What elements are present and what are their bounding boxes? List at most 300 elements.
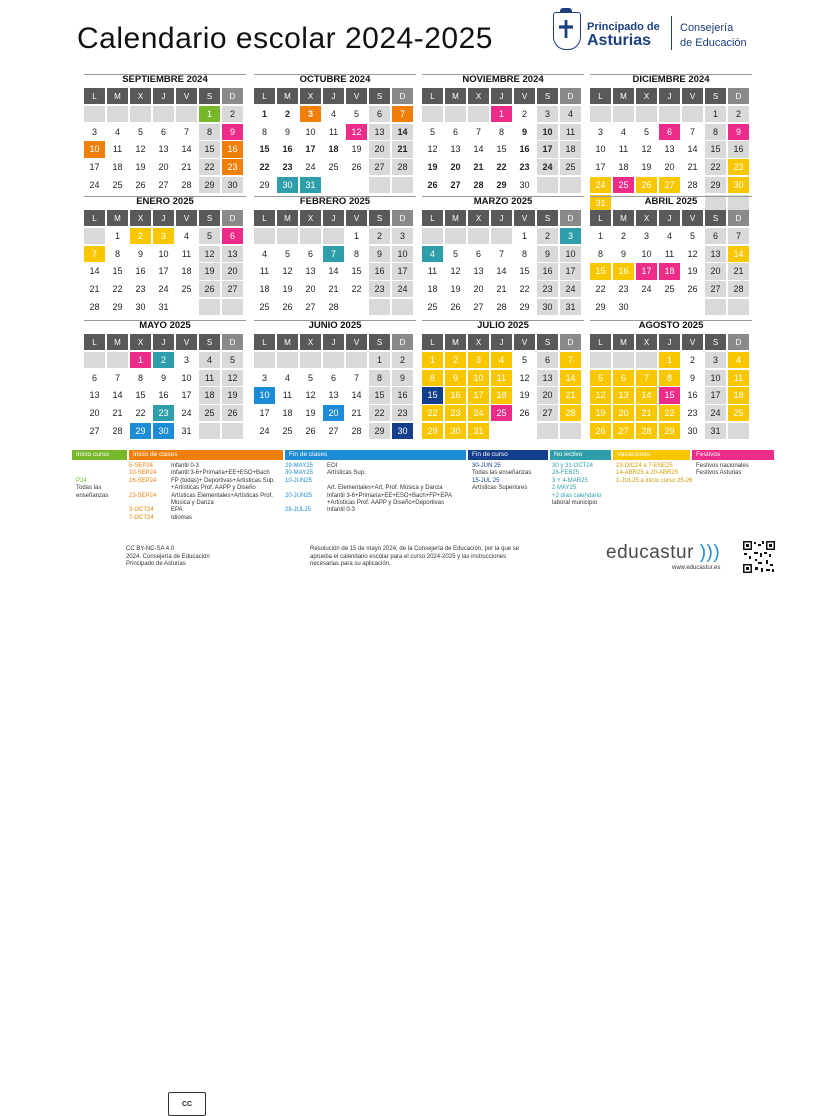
legend-line: Artísticas Superiores: [472, 485, 528, 492]
weekday-header: X: [300, 88, 321, 104]
weekday-header: S: [537, 210, 558, 226]
license-text: CC BY-NC-SA 4.0 2024. Consejería de Educación Principado de Asturias: [126, 546, 210, 567]
day-cell: 5: [590, 370, 611, 386]
day-cell: 31: [705, 423, 726, 439]
day-cell: 3: [261, 372, 267, 383]
day-cell: 24: [590, 177, 611, 193]
day-cell: 6: [307, 248, 313, 259]
day-cell: 20: [305, 284, 316, 295]
day-cell: 6: [369, 106, 390, 122]
day-cell: 12: [427, 144, 438, 155]
empty-day: [636, 299, 657, 315]
legend-line: [129, 500, 275, 507]
day-cell: 17: [595, 162, 606, 173]
day-cell: 24: [705, 405, 726, 421]
day-cell: 12: [590, 387, 611, 403]
day-cell: 9: [222, 124, 243, 140]
day-cell: 9: [728, 124, 749, 140]
day-cell: 5: [137, 126, 143, 137]
day-cell: 10: [392, 246, 413, 262]
day-cell: 13: [705, 246, 726, 262]
empty-day: [422, 106, 443, 122]
day-cell: 23: [392, 405, 413, 421]
day-cell: 21: [112, 408, 123, 419]
day-cell: 15: [590, 263, 611, 279]
day-cell: 15: [705, 141, 726, 157]
day-cell: 3: [643, 230, 649, 241]
weekday-header: D: [728, 88, 749, 104]
day-cell: 13: [664, 144, 675, 155]
day-cell: 15: [422, 387, 443, 403]
day-cell: 17: [392, 263, 413, 279]
cc-icon: CC: [168, 1092, 206, 1116]
day-cell: 6: [537, 352, 558, 368]
day-cell: 11: [427, 266, 438, 277]
empty-day: [491, 228, 512, 244]
day-cell: 19: [282, 284, 293, 295]
day-cell: 2: [222, 106, 243, 122]
day-cell: 16: [369, 263, 390, 279]
day-cell: 13: [613, 387, 634, 403]
legend-line: 3 Y 4-MAR25: [552, 477, 588, 484]
empty-day: [705, 299, 726, 315]
day-cell: 7: [689, 126, 695, 137]
day-cell: 19: [222, 387, 243, 403]
weekday-header: D: [222, 88, 243, 104]
legend-line: [76, 463, 108, 470]
day-cell: 8: [498, 126, 504, 137]
day-cell: 13: [222, 246, 243, 262]
legend-header: Fin de curso: [468, 450, 548, 460]
legend-date: 28-JUL25: [285, 507, 312, 514]
day-cell: 12: [450, 266, 461, 277]
legend-line: Todas las: [76, 485, 102, 492]
weekday-header: V: [514, 334, 535, 350]
month-name: ENERO 2025: [136, 196, 194, 207]
empty-day: [300, 228, 321, 244]
weekday-header: M: [445, 334, 466, 350]
day-cell: 7: [636, 370, 657, 386]
day-cell: 3: [392, 228, 413, 244]
day-cell: 24: [181, 408, 192, 419]
weekday-header: V: [514, 210, 535, 226]
month-days-grid: [84, 88, 243, 193]
weekday-header: L: [422, 210, 443, 226]
weekday-header: S: [369, 88, 390, 104]
month-name: ABRIL 2025: [644, 196, 698, 207]
day-cell: 12: [282, 266, 293, 277]
day-cell: 3: [153, 228, 174, 244]
day-cell: 4: [422, 246, 443, 262]
weekday-header: V: [682, 210, 703, 226]
day-cell: 16: [135, 266, 146, 277]
day-cell: 23: [445, 405, 466, 421]
empty-day: [254, 352, 275, 368]
empty-day: [300, 352, 321, 368]
day-cell: 27: [222, 281, 243, 297]
day-cell: 7: [560, 352, 581, 368]
empty-day: [323, 228, 344, 244]
weekday-header: S: [705, 334, 726, 350]
legend-desc: Artísticas Sup.: [327, 470, 366, 477]
legend-festivos: [696, 463, 749, 478]
day-cell: 24: [392, 281, 413, 297]
day-cell: 30: [277, 177, 298, 193]
weekday-header: J: [323, 334, 344, 350]
day-cell: 6: [475, 248, 481, 259]
weekday-header: V: [176, 88, 197, 104]
day-cell: 24: [641, 284, 652, 295]
day-cell: 21: [496, 284, 507, 295]
day-cell: 25: [560, 159, 581, 175]
day-cell: 20: [613, 405, 634, 421]
empty-day: [130, 106, 151, 122]
day-cell: 3: [537, 106, 558, 122]
day-cell: 20: [450, 162, 461, 173]
empty-day: [107, 352, 128, 368]
day-cell: 2: [537, 228, 558, 244]
day-cell: 4: [261, 248, 267, 259]
day-cell: 5: [689, 230, 695, 241]
empty-day: [176, 106, 197, 122]
legend-line: 15-JUL 25: [472, 477, 500, 484]
day-cell: 4: [560, 106, 581, 122]
day-cell: 22: [496, 162, 507, 173]
day-cell: 28: [728, 281, 749, 297]
day-cell: 11: [328, 126, 339, 137]
weekday-header: X: [468, 210, 489, 226]
legend-date: 23-SEP24: [129, 492, 157, 499]
day-cell: 15: [259, 144, 270, 155]
day-cell: 23: [687, 408, 698, 419]
day-cell: 8: [369, 370, 390, 386]
day-cell: 5: [643, 126, 649, 137]
day-cell: 13: [537, 370, 558, 386]
day-cell: 8: [521, 248, 527, 259]
day-cell: 18: [112, 162, 123, 173]
day-cell: 14: [687, 144, 698, 155]
day-cell: 26: [427, 180, 438, 190]
day-cell: 2: [284, 108, 290, 119]
logo-line-2: Asturias: [587, 32, 652, 49]
weekday-header: D: [222, 210, 243, 226]
legend-line: [285, 493, 452, 500]
weekday-header: J: [153, 210, 174, 226]
day-cell: 27: [659, 177, 680, 193]
day-cell: 1: [521, 230, 527, 241]
educastur-link[interactable]: www.educastur.es: [672, 565, 721, 571]
day-cell: 15: [496, 144, 507, 155]
day-cell: 23: [135, 284, 146, 295]
day-cell: 18: [491, 387, 512, 403]
legend-line: [129, 507, 275, 514]
day-cell: 10: [254, 387, 275, 403]
empty-day: [682, 299, 703, 315]
day-cell: 23: [282, 162, 293, 173]
day-cell: 4: [491, 352, 512, 368]
day-cell: 13: [450, 144, 461, 155]
legend-date: 5-SEP24: [129, 463, 154, 469]
day-cell: 30: [687, 426, 698, 436]
day-cell: 7: [84, 246, 105, 262]
legend-desc: Música y Danza: [171, 500, 214, 507]
day-cell: 16: [613, 263, 634, 279]
day-cell: 12: [687, 248, 698, 259]
day-cell: 27: [450, 180, 461, 190]
day-cell: 22: [595, 284, 606, 295]
empty-day: [537, 423, 558, 439]
day-cell: 23: [618, 284, 629, 295]
day-cell: 24: [537, 159, 558, 175]
day-cell: 2: [445, 352, 466, 368]
day-cell: 6: [91, 372, 97, 383]
shield-icon: [553, 12, 581, 50]
empty-day: [323, 352, 344, 368]
day-cell: 7: [498, 248, 504, 259]
legend-line: [76, 470, 108, 477]
day-cell: 23: [728, 159, 749, 175]
day-cell: 22: [369, 405, 390, 421]
empty-day: [560, 423, 581, 439]
weekday-header: M: [277, 88, 298, 104]
day-cell: 25: [728, 405, 749, 421]
day-cell: 21: [328, 284, 339, 295]
legend-desc: Artísticas Elementales+Artísticas Prof.: [171, 492, 273, 499]
logo-line-1: Principado de: [587, 21, 660, 33]
weekday-header: V: [176, 334, 197, 350]
day-cell: 22: [112, 284, 123, 295]
day-cell: 17: [259, 408, 270, 419]
day-cell: 7: [475, 126, 481, 137]
day-cell: 29: [259, 180, 270, 190]
day-cell: 20: [323, 405, 344, 421]
day-cell: 3: [597, 126, 603, 137]
legend-desc: EPA: [171, 507, 183, 514]
day-cell: 25: [112, 180, 123, 190]
day-cell: 1: [261, 108, 267, 119]
empty-day: [728, 423, 749, 439]
day-cell: 10: [468, 370, 489, 386]
day-cell: 25: [328, 162, 339, 173]
month-days-grid: [590, 88, 749, 211]
weekday-header: J: [491, 88, 512, 104]
day-cell: 13: [89, 390, 100, 401]
day-cell: 31: [181, 426, 192, 436]
day-cell: 4: [330, 108, 336, 119]
day-cell: 4: [666, 230, 672, 241]
legend-line: Festivos Asturias: [696, 470, 742, 477]
empty-day: [277, 352, 298, 368]
legend-date: 20-JUN25: [285, 492, 313, 499]
day-cell: 8: [199, 124, 220, 140]
day-cell: 16: [687, 390, 698, 401]
empty-day: [346, 299, 367, 315]
resolution-text: Resolución de 15 de mayo 2024, de la Consejería de Educación, por la que se aprueba el calendario escolar para el curso 2024-2025 y las instrucciones necesarias para su aplicación.: [310, 546, 520, 567]
legend-date: 30-MAY25: [285, 470, 313, 477]
legend-line: [129, 515, 275, 522]
day-cell: 27: [613, 423, 634, 439]
empty-day: [468, 228, 489, 244]
legend-line: [129, 485, 275, 492]
day-cell: 31: [468, 423, 489, 439]
weekday-header: S: [705, 88, 726, 104]
empty-day: [176, 299, 197, 315]
day-cell: 1: [353, 230, 359, 241]
day-cell: 29: [369, 423, 390, 439]
day-cell: 24: [259, 426, 270, 436]
empty-day: [369, 299, 390, 315]
weekday-header: J: [153, 334, 174, 350]
month-days-grid: [590, 334, 749, 439]
day-cell: 11: [728, 370, 749, 386]
day-cell: 6: [160, 126, 166, 137]
day-cell: 12: [222, 370, 243, 386]
day-cell: 15: [351, 266, 362, 277]
day-cell: 28: [112, 426, 123, 436]
day-cell: 17: [560, 263, 581, 279]
day-cell: 8: [137, 372, 143, 383]
day-cell: 10: [705, 370, 726, 386]
day-cell: 25: [664, 284, 675, 295]
day-cell: 9: [620, 248, 626, 259]
weekday-header: X: [636, 210, 657, 226]
day-cell: 15: [112, 266, 123, 277]
empty-day: [659, 106, 680, 122]
day-cell: 14: [392, 124, 413, 140]
day-cell: 30: [222, 177, 243, 193]
weekday-header: D: [560, 210, 581, 226]
day-cell: 12: [519, 372, 530, 383]
legend-line: [285, 500, 452, 507]
weekday-header: D: [392, 334, 413, 350]
day-cell: 18: [199, 387, 220, 403]
day-cell: 26: [519, 408, 530, 419]
day-cell: 1: [369, 352, 390, 368]
legend-desc: Infantil 0-3: [327, 507, 356, 514]
day-cell: 10: [181, 372, 192, 383]
empty-day: [277, 228, 298, 244]
day-cell: 24: [158, 284, 169, 295]
empty-day: [84, 106, 105, 122]
day-cell: 16: [445, 387, 466, 403]
day-cell: 26: [305, 426, 316, 436]
empty-day: [659, 299, 680, 315]
day-cell: 21: [181, 162, 192, 173]
day-cell: 10: [641, 248, 652, 259]
weekday-header: M: [445, 210, 466, 226]
weekday-header: M: [107, 210, 128, 226]
day-cell: 9: [284, 126, 290, 137]
weekday-header: V: [346, 210, 367, 226]
day-cell: 14: [636, 387, 657, 403]
day-cell: 31: [300, 177, 321, 193]
day-cell: 14: [89, 266, 100, 277]
weekday-header: S: [199, 88, 220, 104]
month-name: SEPTIEMBRE 2024: [122, 74, 208, 85]
day-cell: 26: [636, 177, 657, 193]
month-name: DICIEMBRE 2024: [632, 74, 710, 85]
empty-day: [199, 299, 220, 315]
day-cell: 17: [705, 387, 726, 403]
day-cell: 2: [620, 230, 626, 241]
month-name: MARZO 2025: [473, 196, 533, 207]
empty-day: [392, 299, 413, 315]
weekday-header: V: [346, 334, 367, 350]
day-cell: 30: [445, 423, 466, 439]
day-cell: 31: [560, 299, 581, 315]
empty-day: [84, 352, 105, 368]
day-cell: 29: [422, 423, 443, 439]
legend-line: [129, 493, 275, 500]
day-cell: 4: [284, 372, 290, 383]
legend-date: 29-MAY25: [285, 463, 313, 469]
day-cell: 10: [537, 124, 558, 140]
empty-day: [514, 423, 535, 439]
weekday-header: X: [468, 334, 489, 350]
day-cell: 8: [422, 370, 443, 386]
legend-line: [129, 470, 275, 477]
legend-desc: +Artísticas Prof. AAPP y Diseño: [171, 485, 256, 492]
day-cell: 17: [89, 162, 100, 173]
legend-fin-curso: [472, 463, 531, 493]
day-cell: 8: [597, 248, 603, 259]
weekday-header: J: [153, 88, 174, 104]
day-cell: 24: [560, 281, 581, 297]
day-cell: 15: [659, 387, 680, 403]
day-cell: 22: [259, 162, 270, 173]
day-cell: 13: [328, 390, 339, 401]
day-cell: 7: [183, 126, 189, 137]
weekday-header: X: [130, 88, 151, 104]
empty-day: [369, 177, 390, 193]
day-cell: 12: [641, 144, 652, 155]
day-cell: 1: [705, 106, 726, 122]
day-cell: 26: [450, 302, 461, 312]
day-cell: 3: [300, 106, 321, 122]
day-cell: 31: [158, 302, 169, 312]
legend-line: Festivos nacionales: [696, 463, 749, 469]
weekday-header: L: [590, 210, 611, 226]
weekday-header: J: [659, 210, 680, 226]
legend-header: Festivos: [692, 450, 774, 460]
day-cell: 23: [537, 281, 558, 297]
day-cell: 10: [305, 126, 316, 137]
day-cell: 28: [351, 426, 362, 436]
day-cell: 23: [153, 405, 174, 421]
day-cell: 10: [158, 248, 169, 259]
day-cell: 16: [222, 141, 243, 157]
weekday-header: L: [590, 334, 611, 350]
day-cell: 1: [130, 352, 151, 368]
day-cell: 2: [392, 352, 413, 368]
day-cell: 21: [560, 387, 581, 403]
day-cell: 2: [728, 106, 749, 122]
day-cell: 19: [519, 390, 530, 401]
month-days-grid: [254, 210, 413, 315]
day-cell: 19: [641, 162, 652, 173]
day-cell: 1: [491, 106, 512, 122]
day-cell: 25: [613, 177, 634, 193]
weekday-header: V: [682, 334, 703, 350]
weekday-header: D: [560, 334, 581, 350]
day-cell: 11: [282, 390, 293, 401]
day-cell: 9: [537, 246, 558, 262]
day-cell: 29: [519, 302, 530, 312]
day-cell: 3: [468, 352, 489, 368]
day-cell: 14: [560, 370, 581, 386]
month-name: MAYO 2025: [139, 320, 191, 331]
day-cell: 19: [199, 263, 220, 279]
